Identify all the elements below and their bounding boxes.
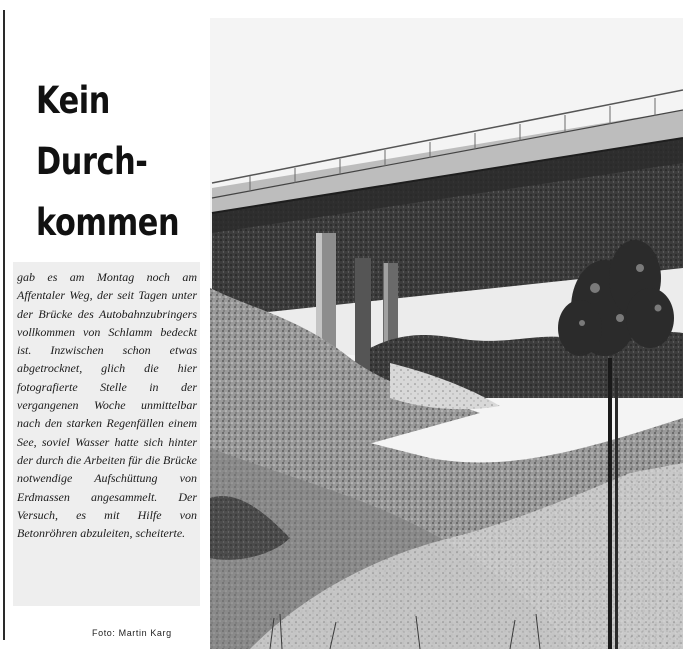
headline-line: Durch- [36, 140, 148, 183]
column-rule [3, 10, 5, 640]
article-body: gab es am Montag noch am Affentaler Weg, der seit Tagen unter der Brücke des Autobahnzubringers vollkommen von Schlamm bedeckt ist. Inzwischen schon etwas abgetrocknet, glich die hier fotografierte Stelle in der vergangenen Woche unmittelbar nach den starken Regenfällen einem See, soviel Wasser hatte sich hinter der durch die Arbeiten für die Brücke notwendige Aufschüttung von Erdmassen angesammelt. Der Versuch, es mit Hilfe von Betonröhren abzuleiten, scheiterte. [13, 262, 200, 606]
photo-credit: Foto: Martin Karg [92, 628, 172, 638]
headline [36, 70, 180, 253]
headline-line: kommen [36, 201, 180, 244]
headline-line: Kein [36, 79, 110, 122]
bridge-photo [210, 18, 683, 649]
